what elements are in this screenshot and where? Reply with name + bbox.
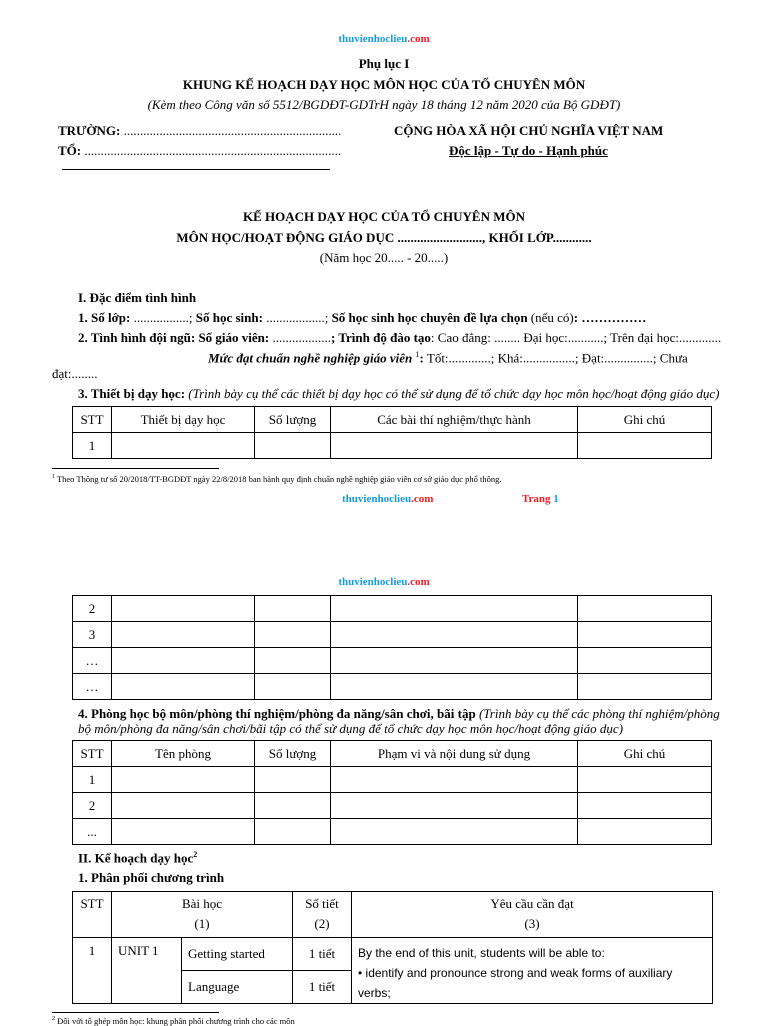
appendix-label: Phụ lục I bbox=[358, 56, 410, 71]
table-header-row: STT Bài học (1) Số tiết (2) Yêu cầu cần đạt (3) bbox=[73, 892, 713, 938]
rooms-heading: 4. Phòng học bộ môn/phòng thí nghiệm/phòng đa năng/sân chơi, bãi tập (Trình bày cụ thể các phòng thí nghiệm/phòng bbox=[78, 706, 720, 721]
divider-line bbox=[62, 169, 330, 170]
site-watermark-footer: thuvienhoclieu.com bbox=[342, 493, 434, 505]
table-row: 2 bbox=[73, 793, 712, 819]
plan-title: KẾ HOẠCH DẠY HỌC CỦA TỔ CHUYÊN MÔN bbox=[242, 209, 526, 224]
plan-year: (Năm học 20..... - 20.....) bbox=[319, 250, 449, 265]
section1-heading: I. Đặc điểm tình hình bbox=[78, 290, 197, 305]
section2-subheading: 1. Phân phối chương trình bbox=[78, 870, 225, 885]
equipment-table-continued bbox=[72, 595, 712, 700]
department-line: TỔ: ............................................................................... bbox=[58, 143, 342, 158]
table-header-row: STT Thiết bị dạy học Số lượng Các bài thí nghiệm/thực hành Ghi chú bbox=[73, 407, 712, 433]
nation-title: CỘNG HÒA XÃ HỘI CHỦ NGHĨA VIỆT NAM bbox=[394, 123, 664, 138]
table-row: 1 bbox=[73, 433, 712, 459]
nation-motto: Độc lập - Tự do - Hạnh phúc bbox=[449, 143, 608, 158]
standard-line: Mức đạt chuẩn nghề nghiệp giáo viên $^1$: Tốt:.............; Khá:................; Đạt:...............; Chưa bbox=[208, 350, 688, 366]
table-header-row: STT Tên phòng Số lượng Phạm vi và nội dung sử dụng Ghi chú bbox=[73, 741, 712, 767]
table-row: ... bbox=[73, 819, 712, 845]
document-subtitle: (Kèm theo Công văn số 5512/BGDĐT-GDTrH ngày 18 tháng 12 năm 2020 của Bộ GDĐT) bbox=[147, 97, 621, 112]
table-row: 1 bbox=[73, 767, 712, 793]
table-row: 1 UNIT 1 Getting started 1 tiết By the end of this unit, students will be able to: • identify and pronounce strong and weak forms of auxiliary verbs; bbox=[73, 938, 713, 971]
table-row: Language 1 tiết bbox=[73, 971, 713, 1004]
site-watermark-page2: thuvienhoclieu.com bbox=[338, 576, 430, 588]
site-watermark: thuvienhoclieu.com bbox=[338, 33, 430, 45]
curriculum-table bbox=[72, 891, 713, 1004]
class-info-line: 1. Số lớp: .................; Số học sinh: ..................; Số học sinh học chuyên đề lựa chọn (nếu có): …………… bbox=[78, 310, 647, 325]
standard-line-cont: đạt:........ bbox=[52, 366, 98, 381]
page-number: Trang 1 bbox=[522, 493, 559, 505]
equipment-table bbox=[72, 406, 712, 459]
footnote-divider bbox=[52, 468, 219, 469]
table-row: … bbox=[73, 648, 712, 674]
footnote-divider-2 bbox=[52, 1012, 219, 1013]
staff-info-line: 2. Tình hình đội ngũ: Số giáo viên: ..................; Trình độ đào tạo: Cao đẳng: ........ Đại học:...........; Trên đại học:............. bbox=[78, 330, 722, 345]
rooms-table bbox=[72, 740, 712, 845]
rooms-heading-cont: bộ môn/phòng đa năng/sân chơi/bãi tập có thể sử dụng để tổ chức dạy học môn học/hoạt động giáo dục) bbox=[78, 721, 624, 736]
table-row: 2 bbox=[73, 596, 712, 622]
document-title: KHUNG KẾ HOẠCH DẠY HỌC MÔN HỌC CỦA TỔ CHUYÊN MÔN bbox=[182, 77, 586, 92]
section2-heading: II. Kế hoạch dạy học$^2$ bbox=[78, 850, 198, 866]
equipment-heading: 3. Thiết bị dạy học: (Trình bày cụ thể các thiết bị dạy học có thể sử dụng để tổ chức dạy học môn học/hoạt động giáo dục) bbox=[78, 386, 720, 401]
table-row: 3 bbox=[73, 622, 712, 648]
table-row: … bbox=[73, 674, 712, 700]
school-line: TRƯỜNG: ................................................................... bbox=[58, 123, 342, 138]
footnote-2: $^2$ Đối với tổ ghép môn học: khung phân phối chương trình cho các môn bbox=[52, 1016, 295, 1026]
footnote-1: $^1$ Theo Thông tư số 20/2018/TT-BGDĐT ngày 22/8/2018 ban hành quy định chuẩn nghề nghiệp giáo viên cơ sở giáo dục phổ thông. bbox=[52, 474, 502, 484]
plan-subject: MÔN HỌC/HOẠT ĐỘNG GIÁO DỤC .........................., KHỐI LỚP............ bbox=[176, 230, 592, 245]
